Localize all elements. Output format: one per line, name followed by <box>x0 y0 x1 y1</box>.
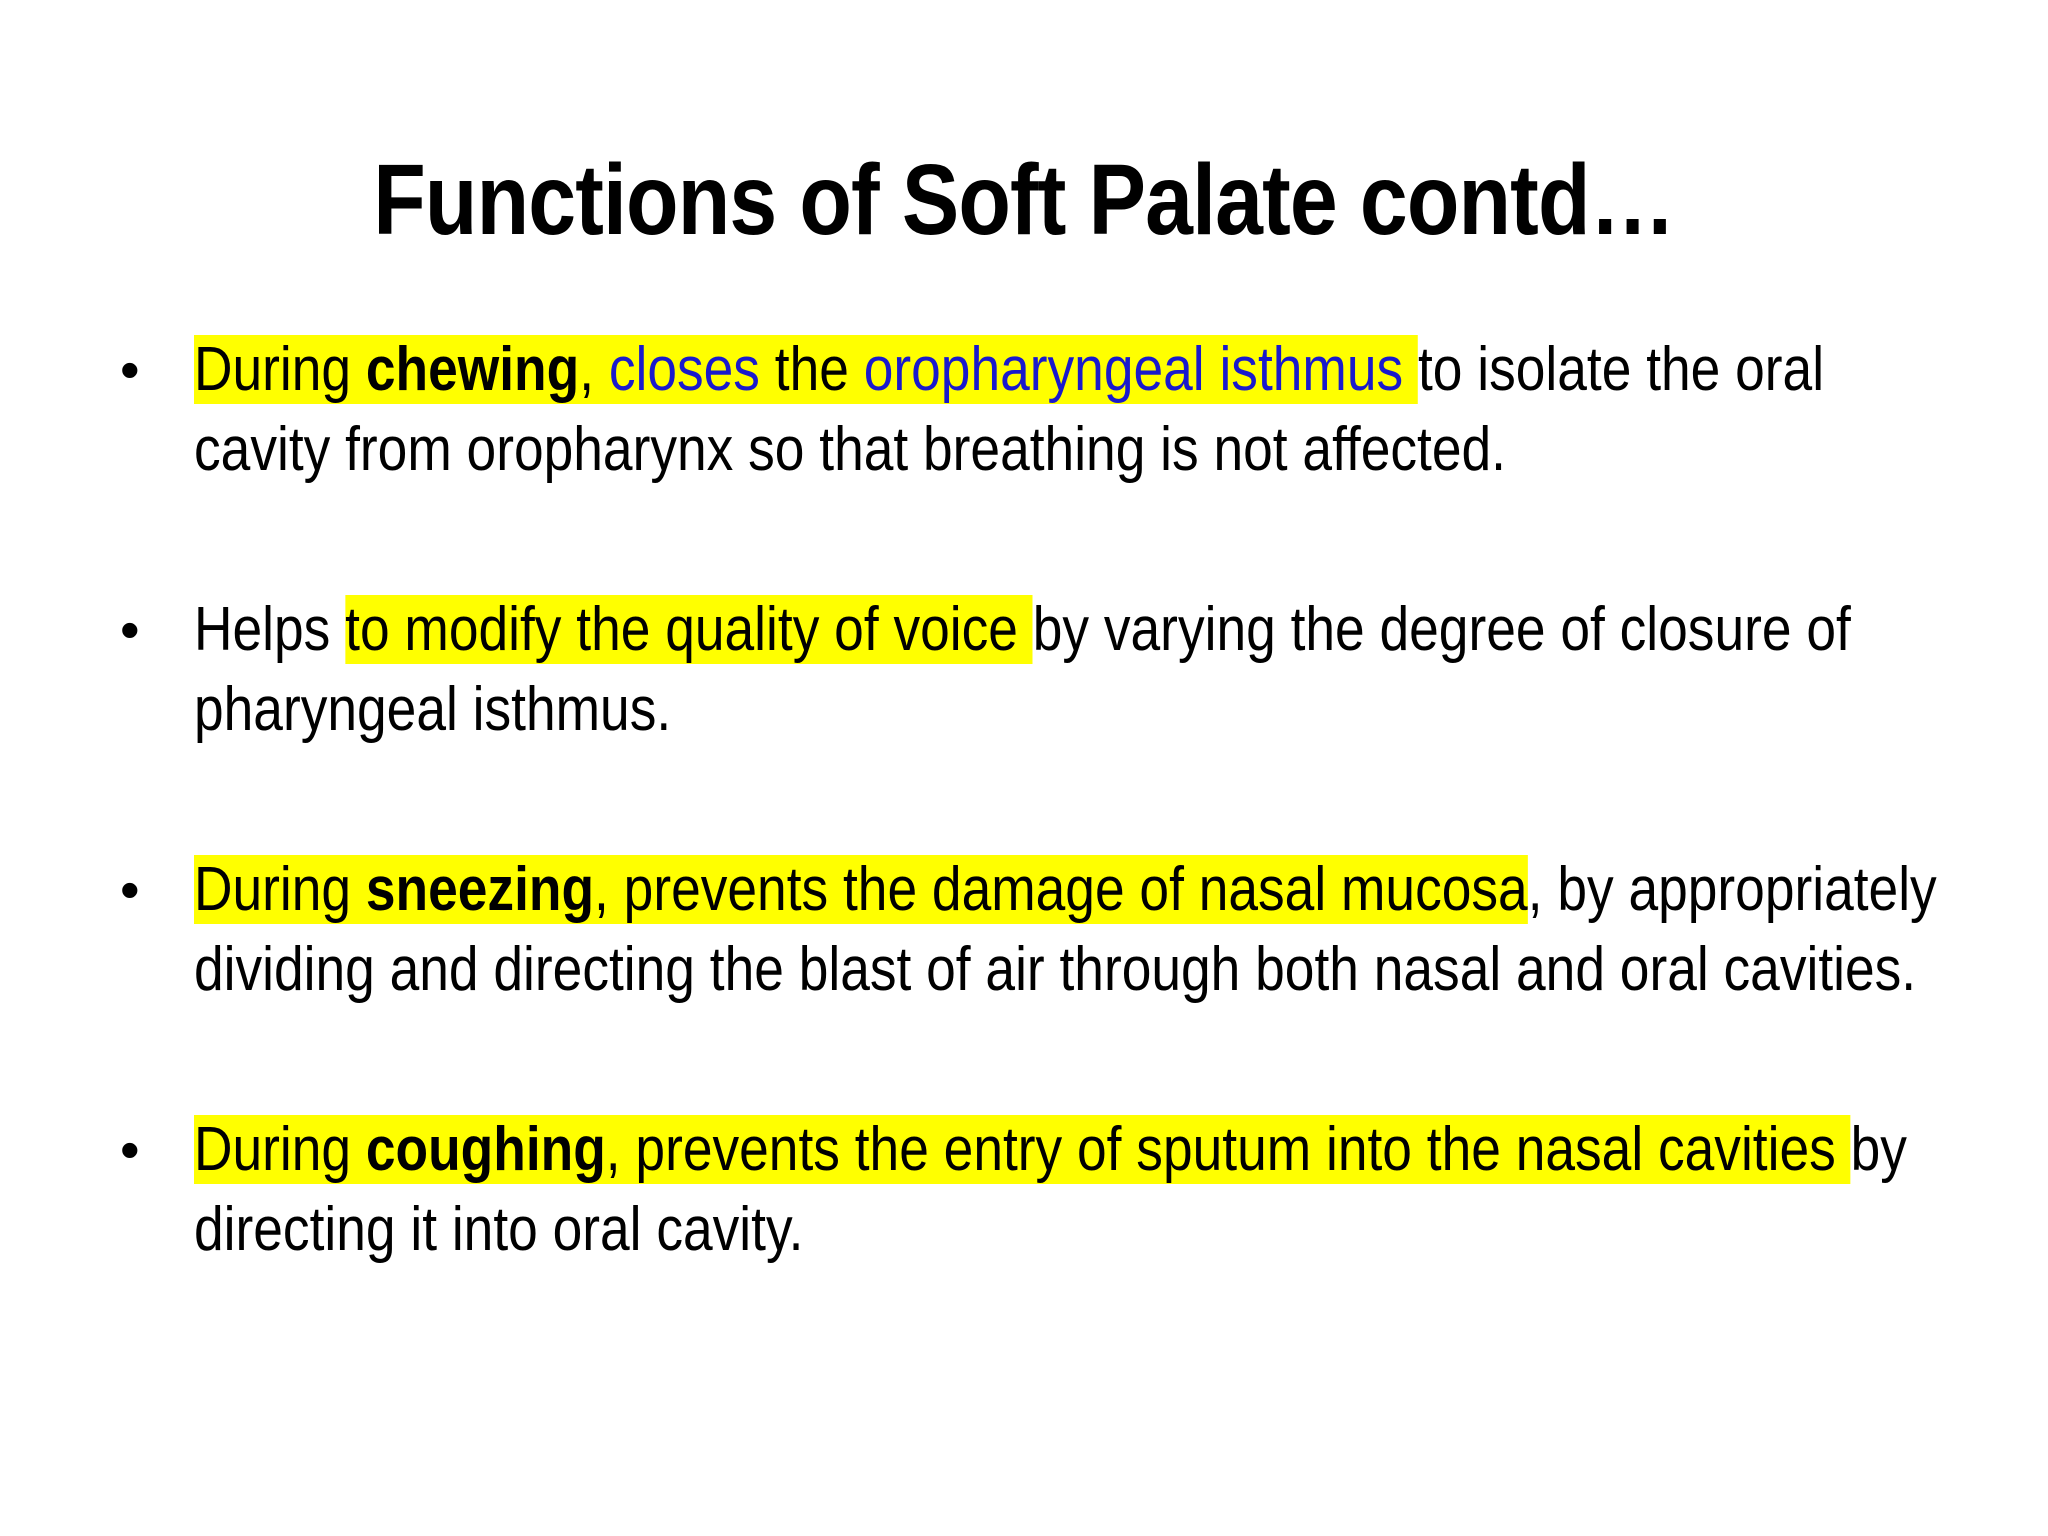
bullet-text <box>194 330 1948 490</box>
bold-term-sneezing: sneezing <box>365 855 595 924</box>
text-run: , prevents the damage of nasal mucosa <box>594 855 1528 924</box>
highlighted-phrase <box>194 855 1528 924</box>
bullet-dot: • <box>120 858 140 921</box>
text-run: by directing it into oral cavity. <box>194 1115 1907 1264</box>
highlighted-phrase <box>194 1115 1851 1184</box>
text-run <box>1403 335 1418 404</box>
blue-term-closes: closes <box>608 335 760 404</box>
text-run: During <box>194 1115 366 1184</box>
bullet-text <box>194 1110 1948 1270</box>
text-run: , <box>579 335 609 404</box>
text-run: , by appropriately dividing and directing the blast of air through both nasal and oral cavities. <box>194 855 1937 1004</box>
slide-title: Functions of Soft Palate contd… <box>373 144 1675 256</box>
text-run: , prevents the entry of sputum into the nasal cavities <box>605 1115 1851 1184</box>
blue-term-oropharyngeal-isthmus: oropharyngeal isthmus <box>863 335 1404 404</box>
bold-term-coughing: coughing <box>365 1115 606 1184</box>
text-run: the <box>759 335 864 404</box>
bullet-dot: • <box>120 598 140 661</box>
highlighted-phrase <box>194 335 1418 404</box>
text-run: During <box>194 855 366 924</box>
bullet-dot: • <box>120 338 140 401</box>
highlighted-phrase: to modify the quality of voice <box>345 595 1033 664</box>
bullet-text <box>194 590 1948 750</box>
bullet-dot: • <box>120 1118 140 1181</box>
text-run: During <box>194 335 366 404</box>
text-run: by varying the degree of closure of pharyngeal isthmus. <box>194 595 1851 744</box>
text-run: Helps <box>194 595 346 664</box>
bullet-text <box>194 850 1948 1010</box>
bold-term-chewing: chewing <box>365 335 580 404</box>
text-run: to isolate the oral cavity from oropharynx so that breathing is not affected. <box>194 335 1825 484</box>
